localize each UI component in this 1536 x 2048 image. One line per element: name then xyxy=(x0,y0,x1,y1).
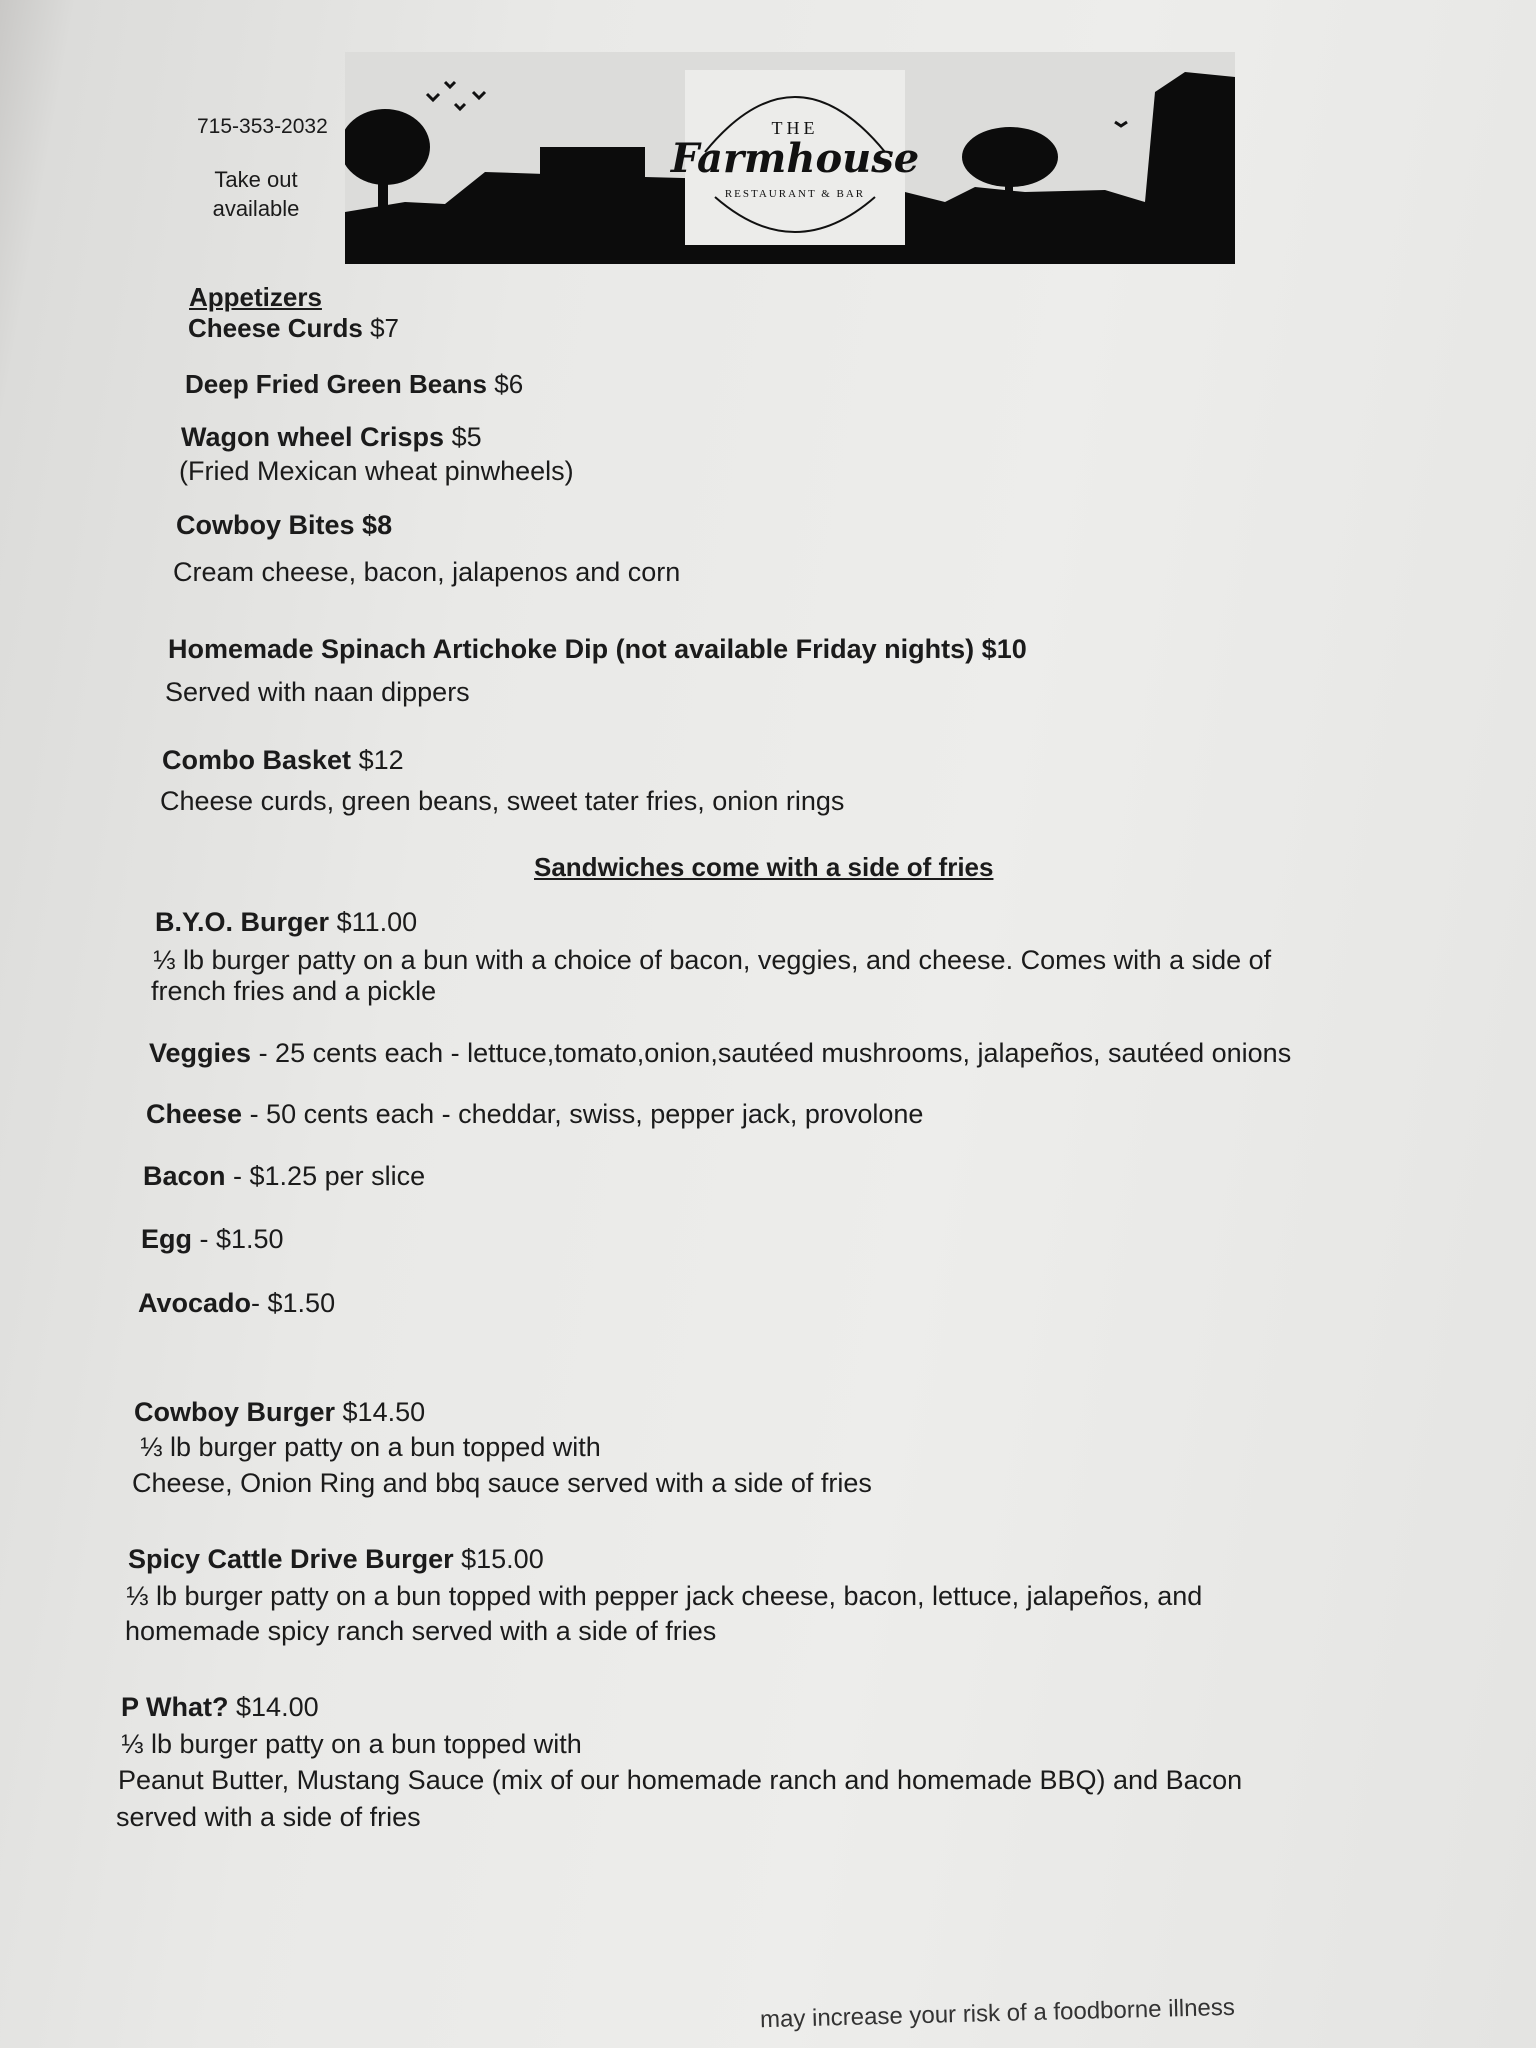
appetizers-heading: Appetizers xyxy=(189,282,322,312)
takeout-note: Take out available xyxy=(212,167,300,221)
phone-number: 715-353-2032 xyxy=(197,115,328,138)
menu-item-desc: served with a side of fries xyxy=(116,1802,421,1832)
menu-item-desc: Peanut Butter, Mustang Sauce (mix of our homemade ranch and homemade BBQ) and Bacon xyxy=(118,1765,1243,1795)
addon-item: Veggies - 25 cents each - lettuce,tomato,onion,sautéed mushrooms, jalapeños, sautéed onions xyxy=(149,1038,1292,1068)
menu-item: P What? $14.00 xyxy=(121,1692,319,1722)
sandwiches-heading: Sandwiches come with a side of fries xyxy=(534,852,994,882)
menu-item-desc: homemade spicy ranch served with a side of fries xyxy=(125,1616,717,1646)
menu-item: Cheese Curds $7 xyxy=(188,313,399,343)
logo-restaurant-bar: RESTAURANT & BAR xyxy=(724,188,866,200)
menu-item: Wagon wheel Crisps $5 xyxy=(181,422,482,452)
menu-item: Combo Basket $12 xyxy=(162,745,404,775)
addon-item: Egg - $1.50 xyxy=(141,1224,284,1254)
menu-item-desc: (Fried Mexican wheat pinwheels) xyxy=(179,456,574,486)
menu-item-desc: Cheese curds, green beans, sweet tater fries, onion rings xyxy=(160,786,845,816)
menu-item-desc: Cream cheese, bacon, jalapenos and corn xyxy=(173,557,681,587)
menu-item-desc: ⅓ lb burger patty on a bun with a choice of bacon, veggies, and cheese. Comes with a side of xyxy=(153,945,1272,975)
menu-item: Homemade Spinach Artichoke Dip (not available Friday nights) $10 xyxy=(168,634,1027,664)
menu-item: Cowboy Bites $8 xyxy=(176,510,393,540)
menu-item-desc: ⅓ lb burger patty on a bun topped with xyxy=(140,1432,601,1462)
farmhouse-logo-banner xyxy=(345,52,1235,264)
addon-item: Bacon - $1.25 per slice xyxy=(143,1161,426,1191)
menu-item: Deep Fried Green Beans $6 xyxy=(185,369,524,399)
menu-item: Spicy Cattle Drive Burger $15.00 xyxy=(128,1544,544,1574)
addon-item: Cheese - 50 cents each - cheddar, swiss, pepper jack, provolone xyxy=(146,1099,924,1129)
addon-item: Avocado- $1.50 xyxy=(138,1288,336,1318)
menu-item-desc: Served with naan dippers xyxy=(165,677,470,707)
menu-item-desc: ⅓ lb burger patty on a bun topped with xyxy=(121,1729,582,1759)
menu-item: Cowboy Burger $14.50 xyxy=(134,1397,426,1427)
menu-item: B.Y.O. Burger $11.00 xyxy=(155,907,418,937)
logo-farmhouse: Farmhouse xyxy=(670,135,920,182)
foodborne-warning: may increase your risk of a foodborne illness xyxy=(759,1993,1236,2034)
logo-the: THE xyxy=(771,118,819,138)
menu-item-desc: ⅓ lb burger patty on a bun topped with pepper jack cheese, bacon, lettuce, jalapeños, and xyxy=(126,1581,1203,1611)
menu-item-desc: french fries and a pickle xyxy=(151,976,437,1006)
menu-item-desc: Cheese, Onion Ring and bbq sauce served with a side of fries xyxy=(132,1468,872,1498)
